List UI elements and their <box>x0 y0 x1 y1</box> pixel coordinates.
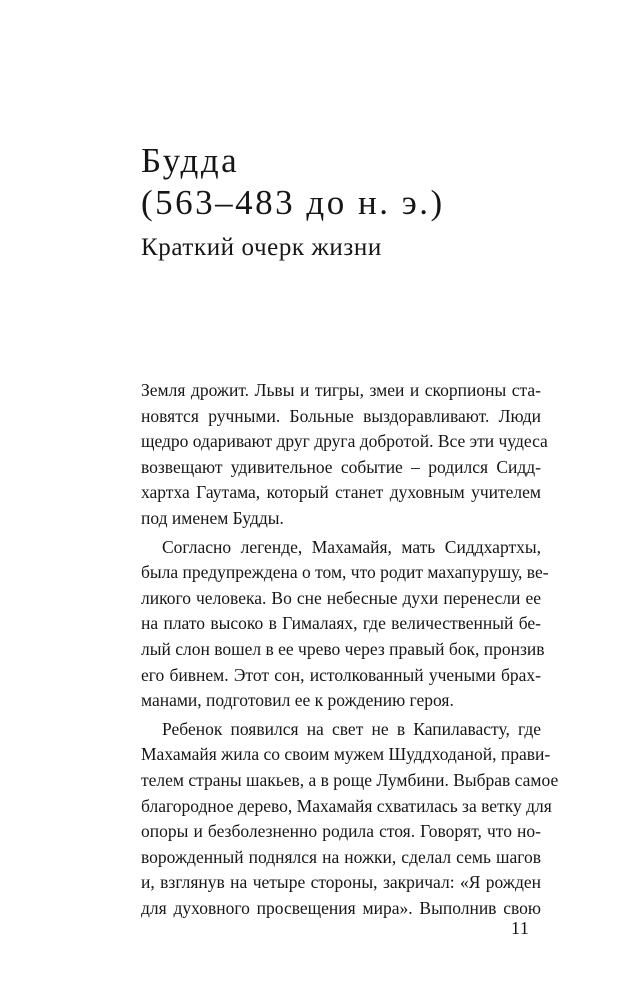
text-line: новятся ручными. Больные выздоравливают. Люди <box>141 405 541 426</box>
text-line: и, взглянув на четыре стороны, закричал: «Я рожден <box>141 872 541 893</box>
text-line: лый слон вошел в ее чрево через правый бок, пронзив <box>141 638 545 659</box>
body-text <box>141 378 559 921</box>
text-line: возвещают удивительное событие – родился Сидд- <box>141 456 541 477</box>
chapter-dates: (563–483 до н. э.) <box>141 183 445 222</box>
text-line: на плато высоко в Гималаях, где величественный бе- <box>141 613 541 634</box>
paragraph-1 <box>141 378 548 532</box>
text-line: хартха Гаутама, который станет духовным учителем <box>141 482 541 503</box>
text-line: была предупреждена о том, что родит махапурушу, ве- <box>141 562 549 583</box>
chapter-heading <box>141 140 561 264</box>
paragraph-2 <box>141 535 549 714</box>
text-line: Согласно легенде, Махамайя, мать Сиддхартхы, <box>162 536 541 557</box>
text-line: Земля дрожит. Львы и тигры, змеи и скорпионы ста- <box>141 380 541 400</box>
text-line: опоры и безболезненно родила стоя. Говорят, что но- <box>141 821 541 842</box>
paragraph-3 <box>141 717 559 922</box>
text-line: Ребенок появился на свет не в Капилавасту, где <box>162 718 541 739</box>
text-line: ликого человека. Во сне небесные духи перенесли ее <box>141 587 541 608</box>
text-line: благородное дерево, Махамайя схватилась за ветку для <box>141 795 552 816</box>
page-number: 11 <box>511 918 530 938</box>
text-line: ворожденный поднялся на ножки, сделал семь шагов <box>141 846 541 867</box>
text-line: щедро одаривают друг друга добротой. Все эти чудеса <box>141 431 548 452</box>
chapter-title: Будда <box>141 141 240 180</box>
text-line: под именем Будды. <box>141 507 284 528</box>
text-line: телем страны шакьев, а в роще Лумбини. Выбрав самое <box>141 769 559 790</box>
text-line: его бивнем. Этот сон, истолкованный учеными брах- <box>141 664 541 685</box>
text-line: для духовного просвещения мира». Выполнив свою <box>141 897 541 918</box>
chapter-subtitle: Краткий очерк жизни <box>141 234 382 261</box>
text-line: Махамайя жила со своим мужем Шуддходаной, прави- <box>141 744 551 765</box>
text-line: манами, подготовил ее к рождению героя. <box>141 690 454 711</box>
